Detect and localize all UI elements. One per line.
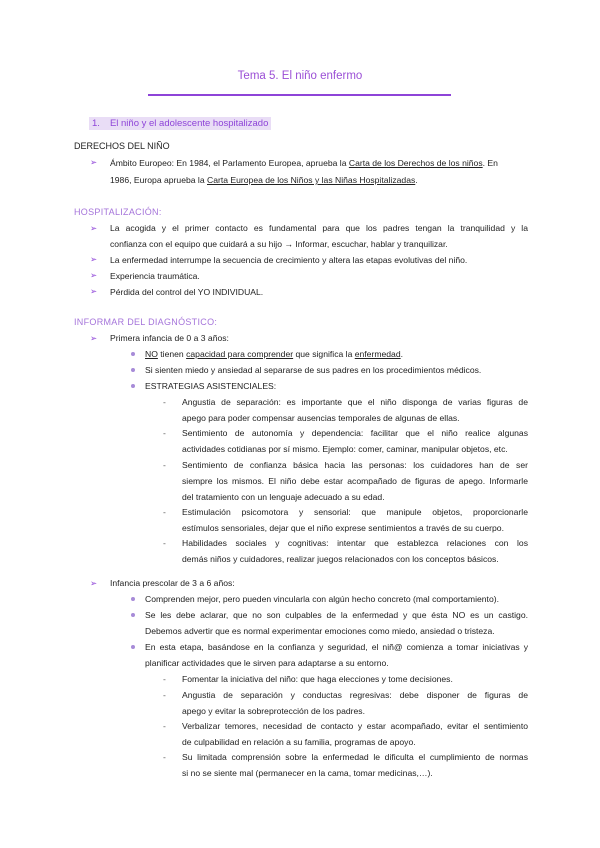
- dash-bullet-icon: -: [163, 690, 166, 700]
- hosp-item2: La enfermedad interrumpe la secuencia de crecimiento y altera las etapas evolutivas del niño.: [110, 255, 468, 265]
- hospitalizacion-heading: HOSPITALIZACIÓN:: [74, 207, 162, 217]
- infancia2-bullet2-line1: Se les debe aclarar, que no son culpables de la enfermedad y que ésta NO es un castigo.: [145, 610, 528, 620]
- dash-bullet-icon: -: [163, 397, 166, 407]
- dash-bullet-icon: -: [163, 460, 166, 470]
- dash-bullet-icon: -: [163, 507, 166, 517]
- derechos-item-line1: [110, 155, 528, 171]
- infancia2-bullet3-line2: planificar actividades que le sirven para adaptarse a su entorno.: [145, 658, 389, 668]
- inf2-dash4-line1: Su limitada comprensión sobre la enfermedad le dificulta el cumplimiento de normas: [182, 752, 528, 762]
- hosp-item4: Pérdida del control del YO INDIVIDUAL.: [110, 287, 264, 297]
- dot-bullet-icon: [131, 645, 135, 649]
- dot-bullet-icon: [131, 384, 135, 388]
- title-underline: [148, 94, 451, 96]
- hosp-item1-line2: confianza con el equipo que cuidará a su hijo → Informar, escuchar, hablar y tranquilizar.: [110, 239, 448, 249]
- inf1-dash5-line1: Habilidades sociales y cognitivas: intentar que establezca relaciones con los: [182, 538, 528, 548]
- enfermedad-text: enfermedad: [354, 349, 401, 359]
- infancia1-title: Primera infancia de 0 a 3 años:: [110, 333, 229, 343]
- text-span: que significa la: [293, 349, 355, 359]
- inf2-dash3-line1: Verbalizar temores, necesidad de contacto y estar acompañado, evitar el sentimiento: [182, 721, 528, 731]
- section-title: El niño y el adolescente hospitalizado: [109, 118, 269, 129]
- text-span: .: [400, 349, 403, 359]
- no-text: NO: [145, 349, 158, 359]
- dot-bullet-icon: [131, 368, 135, 372]
- text-span: tienen: [157, 349, 187, 359]
- arrow-bullet-icon: ➢: [90, 578, 98, 588]
- arrow-bullet-icon: ➢: [90, 333, 98, 343]
- text-span: Ámbito Europeo: En 1984, el Parlamento Europea, aprueba la: [110, 158, 349, 168]
- inf1-dash1-line2: apego para poder compensar ausencias temporales de algunas de ellas.: [182, 413, 460, 423]
- capacidad-text: capacidad para comprender: [186, 349, 294, 359]
- inf1-dash4-line1: Estimulación psicomotora y sensorial: que manipule objetos, proporcionarle: [182, 507, 528, 517]
- dash-bullet-icon: -: [163, 538, 166, 548]
- inf1-dash4-line2: estímulos sensoriales, dejar que el niño exprese sentimientos a través de su cuerpo.: [182, 523, 504, 533]
- inf1-dash2-line2: actividades cotidianas por sí mismo. Ejemplo: comer, caminar, manipular objetos, etc.: [182, 444, 508, 454]
- infancia1-bullet3: ESTRATEGIAS ASISTENCIALES:: [145, 381, 277, 391]
- infancia2-bullet3-line1: En esta etapa, basándose en la confianza y seguridad, el niñ@ comienza a tomar iniciativas y: [145, 642, 528, 652]
- dash-bullet-icon: -: [163, 721, 166, 731]
- dash-bullet-icon: -: [163, 752, 166, 762]
- text-span: 1986, Europa aprueba la: [110, 175, 207, 185]
- arrow-bullet-icon: ➢: [90, 286, 98, 296]
- section-number: 1.: [92, 118, 100, 129]
- inf2-dash4-line2: si no se siente mal (permanecer en la cama, tomar medicinas,…).: [182, 768, 433, 778]
- inf2-dash1: Fomentar la iniciativa del niño: que haga elecciones y tome decisiones.: [182, 674, 453, 684]
- inf1-dash3-line2: siempre los mismos. El niño debe estar acompañado de figuras de apego. Informarle: [182, 476, 528, 486]
- dot-bullet-icon: [131, 613, 135, 617]
- hosp-item3: Experiencia traumática.: [110, 271, 200, 281]
- text-span: . En: [482, 158, 498, 168]
- infancia1-bullet2: Si sienten miedo y ansiedad al separarse de sus padres en los procedimientos médicos.: [145, 365, 482, 375]
- inf1-dash2-line1: Sentimiento de autonomía y dependencia: facilitar que el niño realice algunas: [182, 428, 528, 438]
- arrow-bullet-icon: ➢: [90, 223, 98, 233]
- inf2-dash2-line1: Angustia de separación y conductas regresivas: debe disponer de figuras de: [182, 690, 528, 700]
- inf1-dash1-line1: Angustia de separación: es importante que el niño disponga de varias figuras de: [182, 397, 528, 407]
- diagnostico-heading: INFORMAR DEL DIAGNÓSTICO:: [74, 317, 218, 327]
- inf1-dash3-line3: del tratamiento con un lenguaje adecuado a su edad.: [182, 492, 385, 502]
- infancia2-bullet1: Comprenden mejor, pero pueden vincularla con algún hecho concreto (mal comportamiento).: [145, 594, 499, 604]
- inf1-dash5-line2: demás niños y cuidadores, realizar juegos relacionados con los conceptos básicos.: [182, 554, 499, 564]
- hosp-item1-line1: La acogida y el primer contacto es fundamental para que los padres tengan la tranquilidad y la: [110, 223, 528, 233]
- inf2-dash3-line2: de culpabilidad en relación a su familia, programas de apoyo.: [182, 737, 416, 747]
- infancia2-title: Infancia prescolar de 3 a 6 años:: [110, 578, 235, 588]
- dot-bullet-icon: [131, 352, 135, 356]
- infancia2-bullet2-line2: Debemos advertir que es normal experimentar emociones como miedo, ansiedad o tristeza.: [145, 626, 495, 636]
- inf2-dash2-line2: apego y evitar la sobreprotección de los padres.: [182, 706, 365, 716]
- dash-bullet-icon: -: [163, 428, 166, 438]
- arrow-bullet-icon: ➢: [90, 254, 98, 264]
- arrow-bullet-icon: ➢: [90, 157, 98, 167]
- dash-bullet-icon: -: [163, 674, 166, 684]
- inf1-dash3-line1: Sentimiento de confianza básica hacia las personas: los cuidadores han de ser: [182, 460, 528, 470]
- infancia1-bullet1: [145, 346, 403, 362]
- text-span: .: [415, 175, 418, 185]
- arrow-bullet-icon: ➢: [90, 270, 98, 280]
- derechos-item-line2: [110, 172, 418, 188]
- section-heading: [89, 117, 271, 130]
- page-title: Tema 5. El niño enfermo: [237, 70, 363, 82]
- carta-hospitalizadas-link[interactable]: Carta Europea de los Niños y las Niñas Hospitalizadas: [207, 175, 416, 185]
- dot-bullet-icon: [131, 597, 135, 601]
- derechos-heading: DERECHOS DEL NIÑO: [74, 141, 170, 151]
- carta-derechos-link[interactable]: Carta de los Derechos de los niños: [348, 158, 483, 168]
